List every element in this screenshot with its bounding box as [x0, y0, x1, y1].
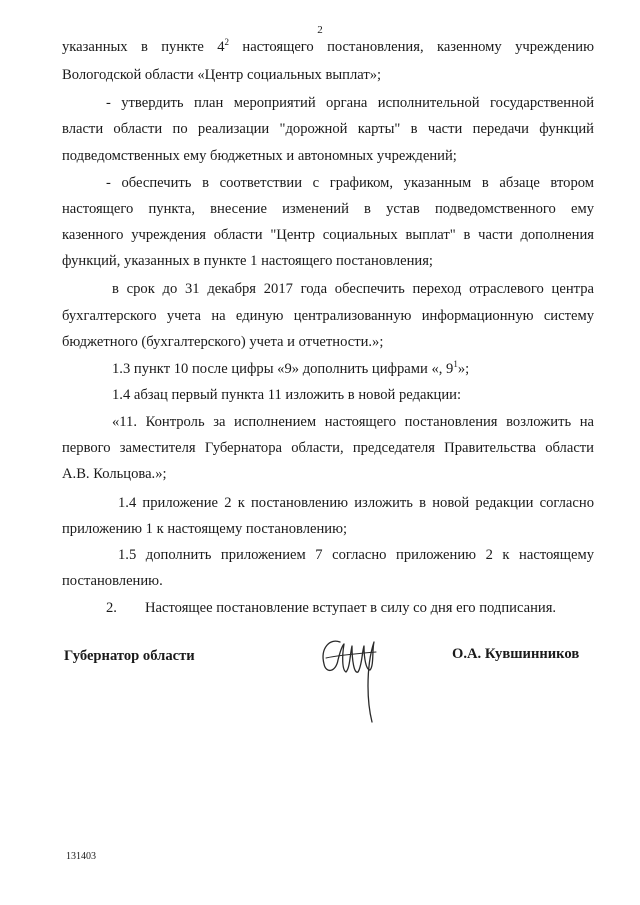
superscript: 2 [224, 37, 230, 48]
text-line-10: в срок до 31 декабря 2017 года обеспечить переход отраслевого центра [112, 281, 594, 297]
superscript: 1 [453, 359, 458, 370]
signature-title: Губернатор области [64, 648, 195, 664]
text-line-17: А.В. Кольцова.»; [62, 466, 167, 482]
text-line-8: казенного учреждения области "Центр социальных выплат" в части дополнения [62, 227, 594, 243]
text-line-6: - обеспечить в соответствии с графиком, указанным в абзаце втором [106, 175, 594, 191]
text-line-18: 1.4 приложение 2 к постановлению изложить в новой редакции согласно [118, 495, 594, 511]
text-line-16: первого заместителя Губернатора области, председателя Правительства области [62, 440, 594, 456]
text-line-9: функций, указанных в пункте 1 настоящего постановления; [62, 253, 433, 269]
text-line-3: - утвердить план мероприятий органа исполнительной государственной [106, 95, 594, 111]
text-line-2: Вологодской области «Центр социальных выплат»; [62, 67, 382, 83]
text-line-15: «11. Контроль за исполнением настоящего постановления возложить на [112, 414, 594, 430]
handwritten-signature [312, 630, 382, 725]
text-line-22: Настоящее постановление вступает в силу со дня его подписания. [145, 600, 557, 616]
document-code: 131403 [66, 851, 96, 862]
text-line-14: 1.4 абзац первый пункта 11 изложить в новой редакции: [112, 387, 462, 403]
text-line-5: подведомственных ему бюджетных и автономных учреждений; [62, 148, 457, 164]
text-line-4: власти области по реализации "дорожной карты" в части передачи функций [62, 121, 594, 137]
text-line-11: бухгалтерского учета на единую централизованную информационную систему [62, 308, 594, 324]
page-number: 2 [317, 24, 323, 36]
text-line-20: 1.5 дополнить приложением 7 согласно приложению 2 к настоящему [118, 547, 594, 563]
text-line-22-num: 2. [106, 600, 117, 616]
text-line-12: бюджетного (бухгалтерского) учета и отчетности.»; [62, 334, 384, 350]
text-line-21: постановлению. [62, 573, 163, 589]
text-line-19: приложению 1 к настоящему постановлению; [62, 521, 348, 537]
text-line-7: настоящего пункта, внесение изменений в устав подведомственного ему [62, 201, 594, 217]
text-line-1: указанных в пункте $4^2$ настоящего постановления, казенному учреждению [62, 37, 594, 55]
text-line-13: 1.3 пункт 10 после цифры «9» дополнить цифрами «, $9^1$»; [112, 359, 470, 377]
signatory-name: О.А. Кувшинников [452, 646, 580, 662]
